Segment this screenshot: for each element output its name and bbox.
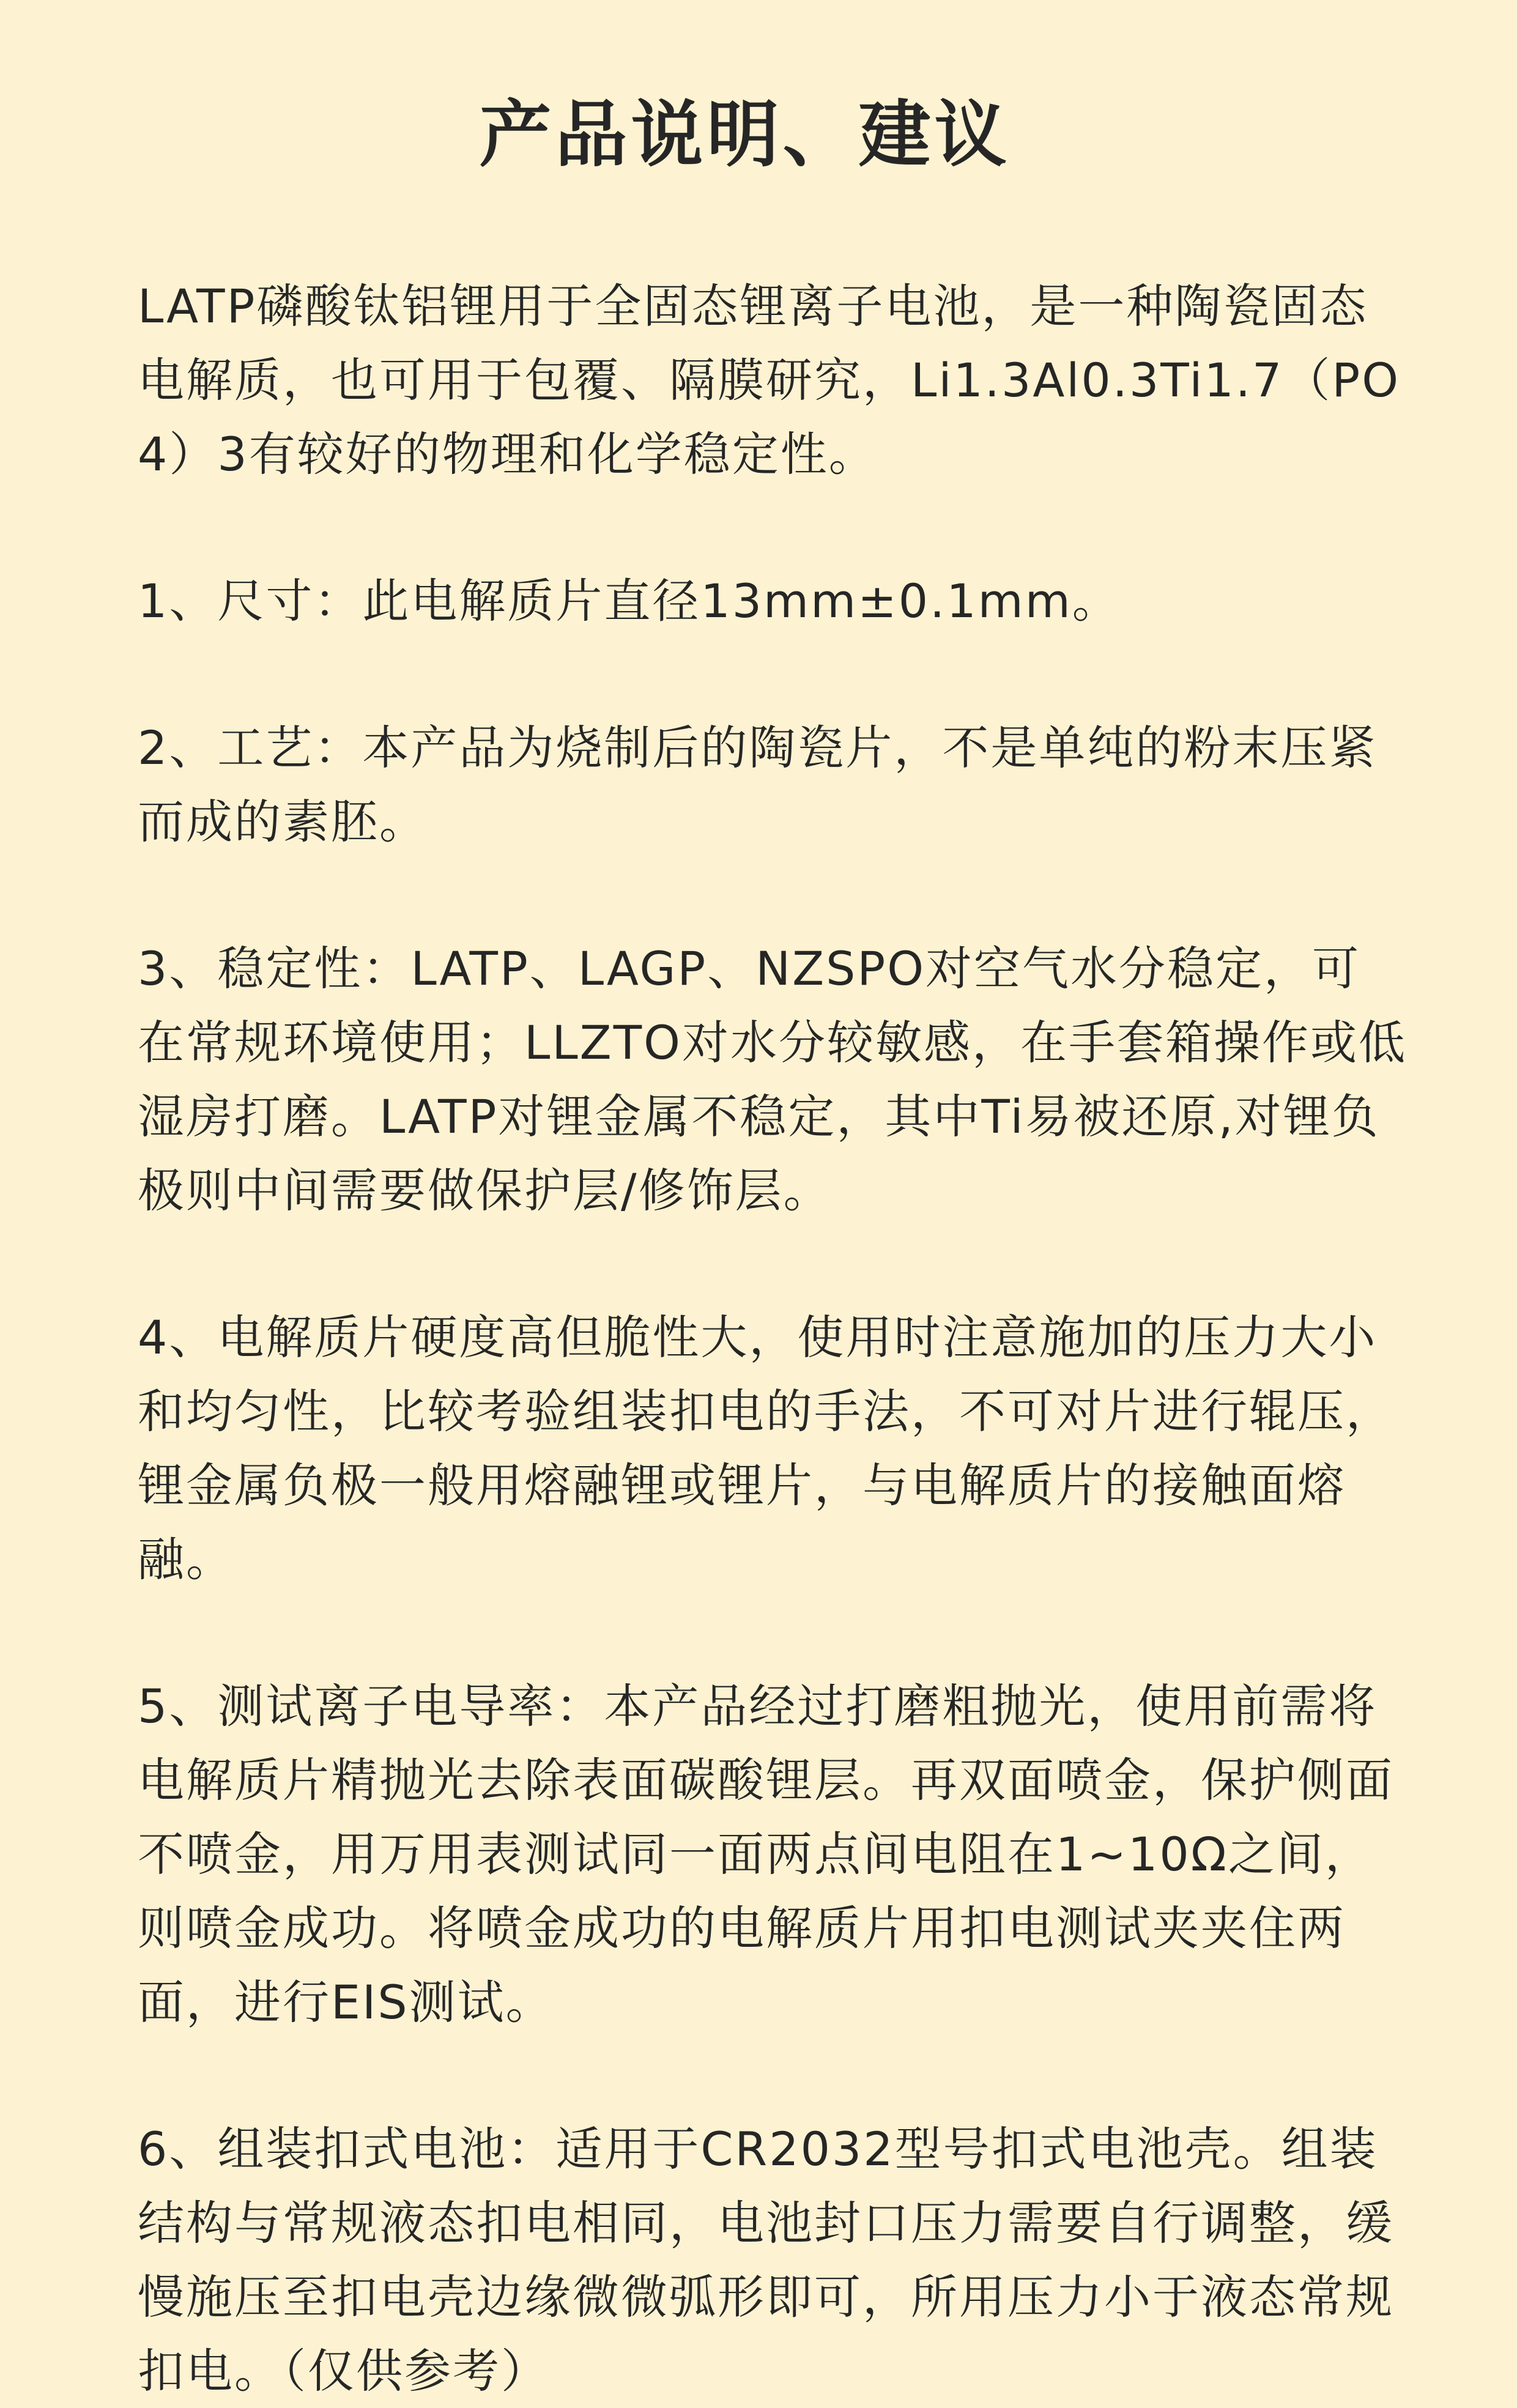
document-body: [138, 269, 1407, 2408]
item-stability: 3、稳定性：LATP、LAGP、NZSPO对空气水分稳定，可在常规环境使用；LLZTO对水分较敏感，在手套箱操作或低湿房打磨。LATP对锂金属不稳定，其中Ti易被还原,对锂负极则中间需要做保护层/修饰层。: [138, 941, 1407, 1218]
item-hardness: 4、电解质片硬度高但脆性大，使用时注意施加的压力大小和均匀性，比较考验组装扣电的手法，不可对片进行辊压，锂金属负极一般用熔融锂或锂片，与电解质片的接触面熔融。: [138, 1310, 1394, 1587]
item-size: 1、尺寸：此电解质片直径13mm±0.1mm。: [138, 574, 1121, 628]
item-coin-cell-assembly: 6、组装扣式电池：适用于CR2032型号扣式电池壳。组装结构与常规液态扣电相同，电池封口压力需要自行调整，缓慢施压至扣电壳边缘微微弧形即可，所用压力小于液态常规扣电。（仅供参考）: [138, 2122, 1394, 2398]
item-conductivity-test: 5、测试离子电导率：本产品经过打磨粗抛光，使用前需将电解质片精抛光去除表面碳酸锂层。再双面喷金，保护侧面不喷金，用万用表测试同一面两点间电阻在1~10Ω之间，则喷金成功。将喷金成功的电解质片用扣电测试夹夹住两面，进行EIS测试。: [138, 1679, 1394, 2029]
item-process: 2、工艺：本产品为烧制后的陶瓷片，不是单纯的粉末压紧而成的素胚。: [138, 721, 1378, 849]
page-title: 产品说明、建议: [479, 92, 1011, 177]
intro-paragraph: LATP磷酸钛铝锂用于全固态锂离子电池，是一种陶瓷固态电解质，也可用于包覆、隔膜研究，Li1.3Al0.3Ti1.7（PO4）3有较好的物理和化学稳定性。: [138, 279, 1401, 481]
